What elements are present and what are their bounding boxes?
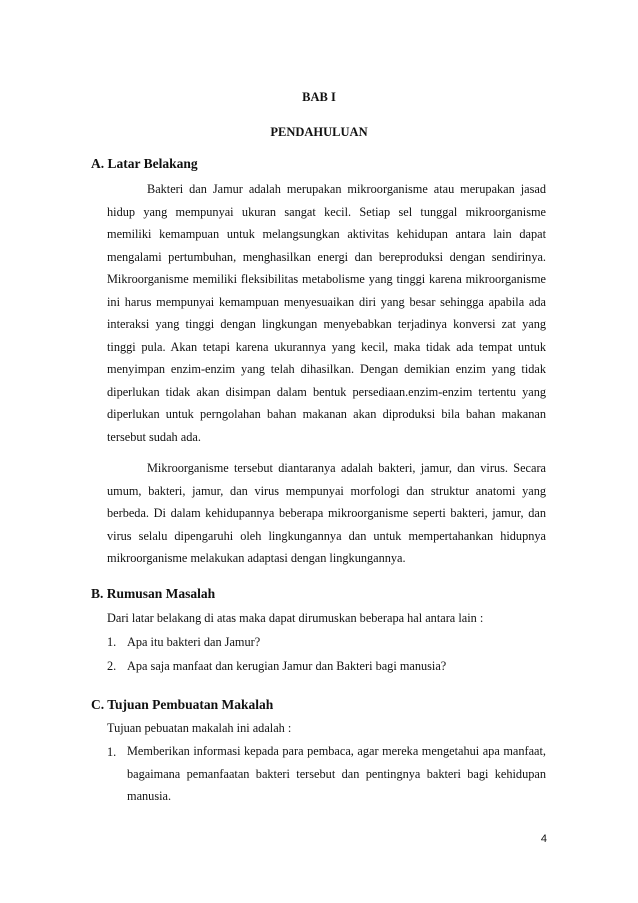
list-number: 2. — [107, 659, 117, 673]
paragraph: Mikroorganisme tersebut diantaranya adalah bakteri, jamur, dan virus. Secara umum, bakteri, jamur, dan virus mempunyai morfologi dan struktur anatomi yang berbeda. Di dalam kehidupannya beberapa mikroorganisme seperti bakteri, jamur, dan virus selalu dipengaruhi oleh lingkungannya dan untuk mempertahankan hidupnya mikroorganisme melakukan adaptasi dengan lingkungannya. — [107, 461, 546, 565]
list-number: 1. — [107, 635, 117, 649]
chapter-subtitle: PENDAHULUAN — [270, 125, 368, 139]
list-item: Apa saja manfaat dan kerugian Jamur dan Bakteri bagi manusia? — [127, 659, 447, 673]
list-item: Memberikan informasi kepada para pembaca, agar mereka mengetahui apa manfaat, bagaimana pemanfaatan bakteri tersebut dan pentingnya bakteri bagi kehidupan manusia. — [127, 744, 546, 803]
section-a-body — [107, 178, 546, 570]
section-heading-c: C. Tujuan Pembuatan Makalah — [91, 697, 274, 712]
paragraph: Bakteri dan Jamur adalah merupakan mikroorganisme atau merupakan jasad hidup yang mempunyai ukuran sangat kecil. Setiap sel tunggal mikroorganisme memiliki kemampuan untuk melangsungkan aktivitas kehidupan antara lain dapat mengalami pertumbuhan, menghasilkan energi dan bereproduksi dengan sendirinya. Mikroorganisme memiliki fleksibilitas metabolisme yang tinggi karena mikroorganisme ini harus mempunyai kemampuan menyesuaikan diri yang besar sehingga apabila ada interaksi yang tinggi dengan lingkungan menyebabkan terjadinya konversi zat yang tinggi pula. Akan tetapi karena ukurannya yang kecil, maka tidak ada tempat untuk menyimpan enzim-enzim yang telah dihasilkan. Dengan demikian enzim yang tidak diperlukan tidak akan disimpan dalam bentuk persediaan.enzim-enzim tertentu yang diperlukan untuk perngolahan bahan makanan akan diproduksi bila bahan makanan tersebut sudah ada. — [107, 182, 546, 444]
section-c-intro: Tujuan pebuatan makalah ini adalah : — [107, 721, 292, 735]
section-heading-b: B. Rumusan Masalah — [91, 586, 216, 601]
page-number: 4 — [540, 833, 547, 845]
section-b-intro: Dari latar belakang di atas maka dapat dirumuskan beberapa hal antara lain : — [107, 611, 484, 625]
section-heading-a: A. Latar Belakang — [91, 156, 198, 171]
chapter-title: BAB I — [302, 90, 336, 104]
list-number: 1. — [107, 745, 117, 759]
list-item: Apa itu bakteri dan Jamur? — [127, 635, 261, 649]
